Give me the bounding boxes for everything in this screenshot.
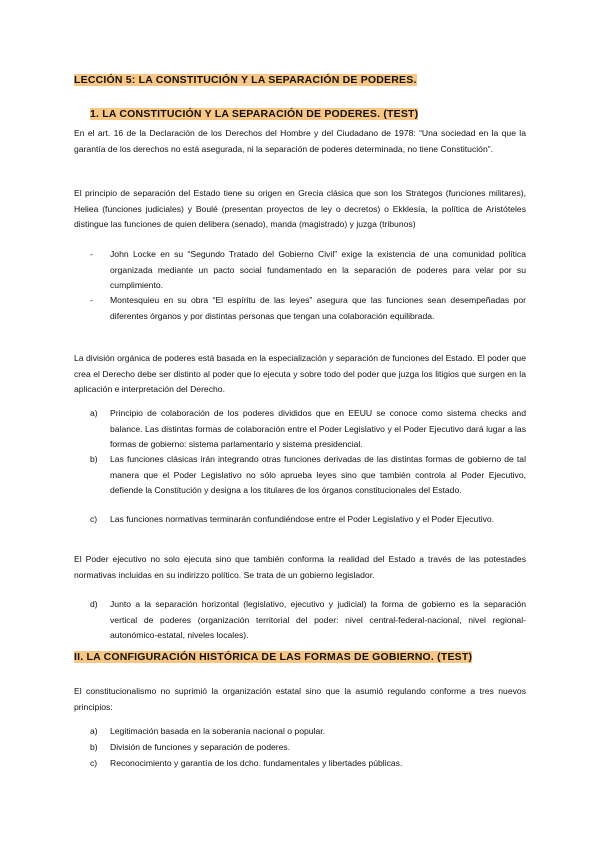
list-marker: c): [90, 758, 98, 768]
principle-item-c: Reconocimiento y garantía de los dcho. fundamentales y libertades públicas.: [110, 758, 403, 768]
principle-item-b: División de funciones y separación de poderes.: [110, 742, 291, 752]
division-paragraph: La división orgánica de poderes está basada en la especialización y separación de funciones del Estado. El poder que crea el Derecho debe ser distinto al poder que lo ejecuta y sobre todo del poder que juzga los litigios que surgen en la aplicación e interpretación del Derecho.: [74, 353, 526, 395]
section-1-intro-paragraph: En el art. 16 de la Declaración de los Derechos del Hombre y del Ciudadano de 1978: “Una sociedad en la que la garantía de los derechos no está asegurada, ni la separación de poderes determinada, no tiene Constitución”.: [74, 128, 526, 154]
list-marker: b): [90, 742, 98, 752]
list-marker: a): [90, 726, 98, 736]
bullet-montesquieu: Montesquieu en su obra “El espíritu de las leyes” asegura que las funciones sean desempeñadas por diferentes órganos y por distintas personas que tengan una colaboración equilibrada.: [110, 295, 526, 321]
list-marker: b): [90, 454, 98, 464]
bullet-marker: -: [90, 295, 93, 305]
list-marker: c): [90, 514, 98, 524]
bullet-marker: -: [90, 249, 93, 259]
list-item-d: Junto a la separación horizontal (legislativo, ejecutivo y judicial) la forma de gobierno es la separación vertical de poderes (organización territorial del poder: nivel central-federal-nacional, nivel regional-autonómico-estatal, niveles locales).: [110, 599, 526, 641]
list-item-a: Principio de colaboración de los poderes divididos que en EEUU se conoce como sistema checks and balance. Las distintas formas de colaboración entre el Poder Legislativo y el Poder Ejecutivo dará lugar a las formas de gobierno: sistema parlamentario y sistema presidencial.: [110, 408, 526, 450]
list-item-b: Las funciones clásicas irán integrando otras funciones derivadas de las distintas formas de gobierno de tal manera que el Poder Legislativo no sólo aprueba leyes sino que también controla al Poder Ejecutivo, defiende la Constitución y designa a los titulares de los órganos constitucionales del Estado.: [110, 454, 526, 496]
origin-paragraph: El principio de separación del Estado tiene su origen en Grecia clásica que son los Strategos (funciones militares), Heliea (funciones judiciales) y Boulé (presentan proyectos de ley o decretos) o Ekklesía, la política de Aristóteles distingue las funciones de quien delibera (senado), manda (magistrado) y juzga (tribunos): [74, 188, 526, 230]
list-marker: a): [90, 408, 98, 418]
section-1-heading: 1. LA CONSTITUCIÓN Y LA SEPARACIÓN DE PODERES. (TEST): [90, 108, 419, 120]
section-2-intro-paragraph: El constitucionalismo no suprimió la organización estatal sino que la asumió regulando conforme a tres nuevos principios:: [74, 686, 526, 712]
executive-paragraph: El Poder ejecutivo no solo ejecuta sino que también conforma la realidad del Estado a través de las potestades normativas incluidas en su indirizzo político. Se trata de un gobierno legislador.: [74, 554, 526, 580]
principle-item-a: Legitimación basada en la soberanía nacional o popular.: [110, 726, 325, 736]
list-marker: d): [90, 599, 98, 609]
list-item-c: Las funciones normativas terminarán confundiéndose entre el Poder Legislativo y el Poder Ejecutivo.: [110, 514, 495, 524]
section-2-heading: II. LA CONFIGURACIÓN HISTÓRICA DE LAS FORMAS DE GOBIERNO. (TEST): [74, 651, 473, 663]
bullet-locke: John Locke en su “Segundo Tratado del Gobierno Civil” exige la existencia de una comunidad política organizada mediante un pacto social fundamentado en la separación de poderes para velar por su cumplimiento.: [110, 249, 526, 291]
page-title: LECCIÓN 5: LA CONSTITUCIÓN Y LA SEPARACIÓN DE PODERES.: [74, 74, 417, 86]
